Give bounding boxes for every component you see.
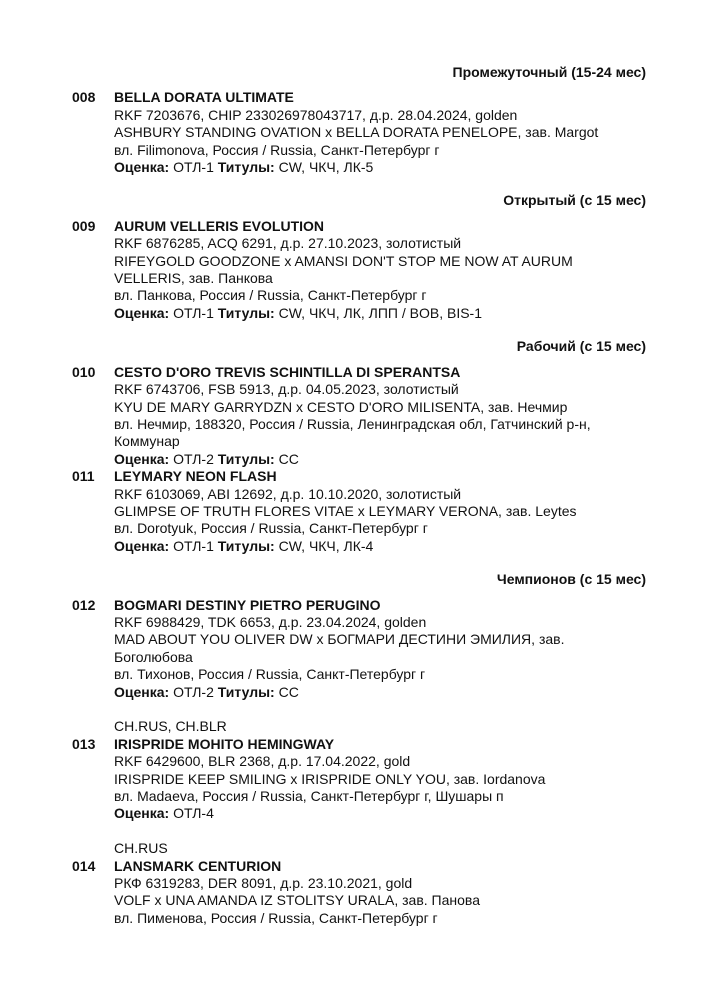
dog-entry (72, 736, 646, 823)
parents-breeder-line: MAD ABOUT YOU OLIVER DW x БОГМАРИ ДЕСТИНИ ЭМИЛИЯ, зав. Боголюбова (114, 631, 565, 665)
grade-label: Оценка: (114, 450, 170, 467)
grade-value: ОТЛ-2 (173, 683, 214, 700)
result-line (114, 538, 646, 555)
class-heading: Открытый (с 15 мес) (503, 192, 646, 209)
owner-line: вл. Filimonova, Россия / Russia, Санкт-Петербург г (114, 141, 440, 158)
parents-breeder-line: ASHBURY STANDING OVATION x BELLA DORATA PENELOPE, зав. Margot (114, 124, 599, 141)
class-heading: Рабочий (с 15 мес) (516, 338, 646, 355)
dog-entry (72, 597, 646, 701)
result-line (114, 305, 646, 322)
dog-name: LANSMARK CENTURION (114, 857, 282, 874)
class-heading: Чемпионов (с 15 мес) (496, 571, 646, 588)
grade-value: ОТЛ-1 (173, 537, 214, 554)
catalog-number: 009 (72, 217, 96, 234)
catalog-page (72, 60, 646, 927)
parents-breeder-line: GLIMPSE OF TRUTH FLORES VITAE x LEYMARY VERONA, зав. Leytes (114, 502, 577, 519)
titles-label: Титулы: (217, 683, 275, 700)
parents-breeder-line: IRISPRIDE KEEP SMILING x IRISPRIDE ONLY YOU, зав. Iordanova (114, 770, 546, 787)
titles-value: CC (278, 450, 299, 467)
dog-entry (72, 468, 646, 555)
titles-value: CW, ЧКЧ, ЛК-5 (278, 159, 374, 176)
registration-line: RKF 6876285, ACQ 6291, д.р. 27.10.2023, золотистый (114, 235, 462, 252)
registration-line: РКФ 6319283, DER 8091, д.р. 23.10.2021, gold (114, 875, 413, 892)
parents-breeder-line: VOLF x UNA AMANDA IZ STOLITSY URALA, зав. Панова (114, 892, 480, 909)
grade-value: ОТЛ-1 (173, 304, 214, 321)
parents-breeder-line: KYU DE MARY GARRYDZN x CESTO D'ORO MILISENTA, зав. Нечмир (114, 398, 568, 415)
catalog-number: 011 (72, 468, 95, 485)
registration-line: RKF 6988429, TDK 6653, д.р. 23.04.2024, golden (114, 613, 427, 630)
owner-line: вл. Панкова, Россия / Russia, Санкт-Петербург г (114, 287, 427, 304)
grade-value: ОТЛ-2 (173, 450, 214, 467)
dog-entry (72, 89, 646, 176)
catalog-number: 013 (72, 735, 96, 752)
dog-entry (72, 364, 646, 468)
titles-label: Титулы: (217, 537, 275, 554)
pre-titles: CH.RUS, CH.BLR (114, 718, 227, 735)
titles-value: CC (278, 683, 299, 700)
result-line (114, 159, 646, 176)
owner-line: вл. Пименова, Россия / Russia, Санкт-Петербург г (114, 909, 438, 926)
grade-label: Оценка: (114, 537, 170, 554)
grade-label: Оценка: (114, 304, 170, 321)
dog-name: CESTO D'ORO TREVIS SCHINTILLA DI SPERANTSA (114, 363, 461, 380)
registration-line: RKF 6743706, FSB 5913, д.р. 04.05.2023, золотистый (114, 381, 459, 398)
catalog-number: 014 (72, 857, 96, 874)
titles-label: Титулы: (217, 450, 275, 467)
registration-line: RKF 7203676, CHIP 233026978043717, д.р. 28.04.2024, golden (114, 106, 518, 123)
dog-name: IRISPRIDE MOHITO HEMINGWAY (114, 735, 335, 752)
result-line (114, 805, 646, 822)
dog-name: LEYMARY NEON FLASH (114, 468, 277, 485)
owner-line: вл. Dorotyuk, Россия / Russia, Санкт-Петербург г (114, 520, 428, 537)
titles-label: Титулы: (217, 159, 275, 176)
pre-titles: CH.RUS (114, 840, 168, 857)
catalog-number: 010 (72, 363, 96, 380)
dog-name: AURUM VELLERIS EVOLUTION (114, 217, 325, 234)
owner-line: вл. Нечмир, 188320, Россия / Russia, Ленинградская обл, Гатчинский р-н, Коммунар (114, 415, 591, 450)
grade-label: Оценка: (114, 159, 170, 176)
titles-label: Титулы: (217, 304, 275, 321)
grade-label: Оценка: (114, 683, 170, 700)
dog-entry (72, 858, 646, 928)
dog-name: BELLA DORATA ULTIMATE (114, 89, 294, 106)
titles-value: CW, ЧКЧ, ЛК-4 (278, 537, 374, 554)
titles-value: CW, ЧКЧ, ЛК, ЛПП / BOB, BIS-1 (278, 304, 482, 321)
grade-label: Оценка: (114, 805, 170, 822)
owner-line: вл. Тихонов, Россия / Russia, Санкт-Петербург г (114, 666, 426, 683)
registration-line: RKF 6429600, BLR 2368, д.р. 17.04.2022, gold (114, 753, 411, 770)
grade-value: ОТЛ-1 (173, 159, 214, 176)
class-heading: Промежуточный (15-24 мес) (452, 64, 646, 80)
dog-name: BOGMARI DESTINY PIETRO PERUGINO (114, 596, 381, 613)
catalog-number: 008 (72, 89, 96, 106)
grade-value: ОТЛ-4 (173, 805, 214, 822)
result-line (114, 684, 646, 701)
owner-line: вл. Madaeva, Россия / Russia, Санкт-Петербург г, Шушары п (114, 788, 504, 805)
catalog-number: 012 (72, 596, 96, 613)
result-line (114, 451, 646, 468)
registration-line: RKF 6103069, ABI 12692, д.р. 10.10.2020, золотистый (114, 485, 462, 502)
dog-entry (72, 218, 646, 322)
parents-breeder-line: RIFEYGOLD GOODZONE x AMANSI DON'T STOP ME NOW AT AURUM VELLERIS, зав. Панкова (114, 252, 573, 287)
